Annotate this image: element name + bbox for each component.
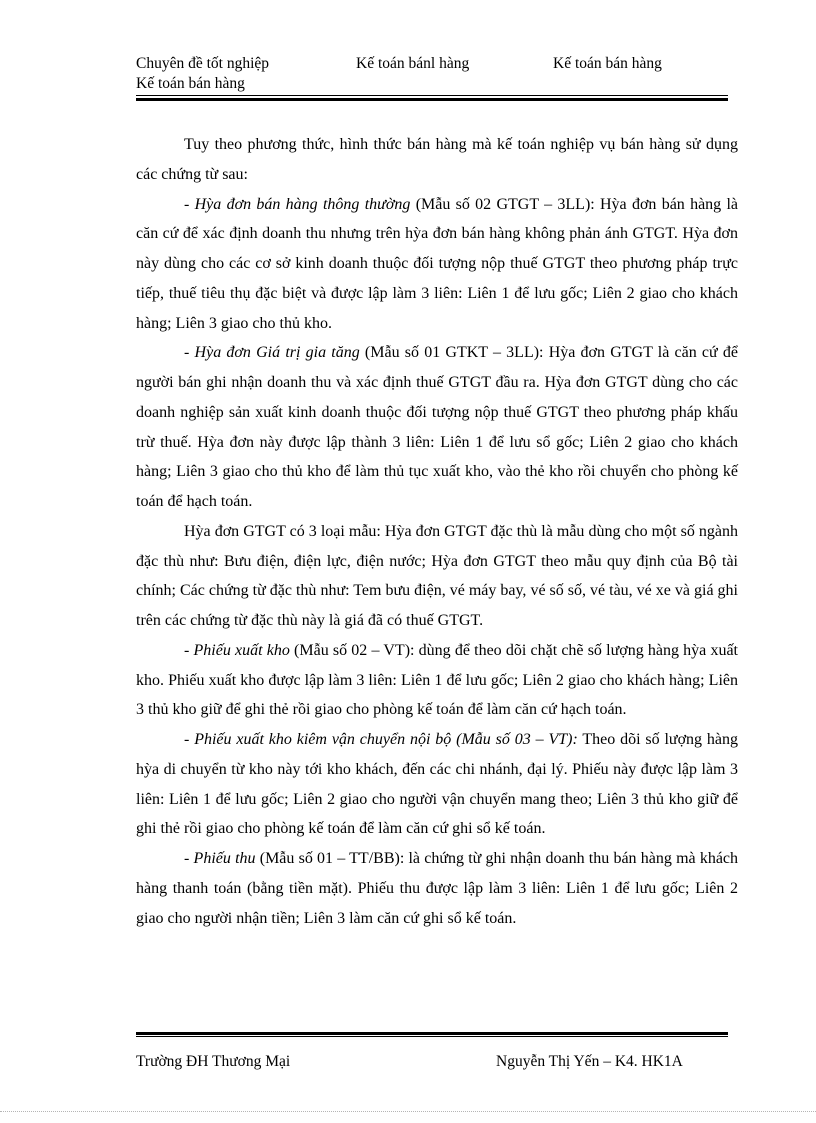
page-bottom-edge (0, 1111, 816, 1112)
footer-rule-thin (136, 1036, 728, 1037)
term-receipt: Phiếu thu (193, 850, 256, 867)
footer-rule-thick (136, 1032, 728, 1035)
paragraph-text: (Mẫu số 01 GTKT – 3LL): Hỳa đơn GTGT là căn cứ để người bán ghi nhận doanh thu và xác định thuế GTGT đầu ra. Hỳa đơn GTGT dùng cho các doanh nghiệp sản xuất kinh doanh thuộc đối tượng nộp thuế GTGT theo phương pháp khấu trừ thuế. Hỳa đơn này được lập thành 3 liên: Liên 1 để lưu sổ gốc; Liên 2 giao cho khách hàng; Liên 3 giao cho thủ kho để làm thủ tục xuất kho, vào thẻ kho rồi chuyển cho phòng kế toán để hạch toán. (136, 344, 739, 510)
header-rule-thick (136, 98, 728, 101)
header-subject: Chuyên đề tốt nghiệp (136, 55, 270, 72)
term-vat-invoice: Hỳa đơn Giá trị gia tăng (194, 344, 360, 362)
header-topic-second-line: Kế toán bán hàng (136, 75, 245, 92)
paragraph-intro (136, 130, 738, 190)
paragraph-text: Hỳa đơn GTGT có 3 loại mẫu: Hỳa đơn GTGT đặc thù là mẫu dùng cho một số ngành đặc thù như: Bưu điện, điện lực, điện nước; Hỳa đơn GTGT theo mẫu quy định của Bộ tài chính; Các chứng từ đặc thù như: Tem bưu điện, vé máy bay, vé số số, vé tàu, vé xe và giá ghi trên các chứng từ đặc thù này là giá đã có thuế GTGT. (136, 522, 738, 629)
term-delivery-note: Phiếu xuất kho (193, 641, 290, 659)
term-internal-transfer: Phiếu xuất kho kiêm vận chuyển nội bộ (Mẫu số 03 – VT): (194, 731, 578, 748)
term-ordinary-invoice: Hỳa đơn bán hàng thông thường (194, 195, 411, 213)
header-topic: Kế toán bánl hàng (356, 55, 470, 72)
paragraph-text: Tuy theo phương thức, hình thức bán hàng mà kế toán nghiệp vụ bán hàng sử dụng các chứng từ sau: (136, 136, 738, 183)
paragraph-ordinary-invoice: - Hỳa đơn bán hàng thông thường (Mẫu số 02 GTGT – 3LL): Hỳa đơn bán hàng là căn cứ để xác định doanh thu nhưng trên hỳa đơn bán hàng không phản ánh GTGT. Hỳa đơn này dùng cho các cơ sở kinh doanh thuộc đối tượng nộp thuế GTGT theo phương pháp trực tiếp, thuế tiêu thụ đặc biệt và được lập làm 3 liên: Liên 1 để lưu gốc; Liên 2 giao cho khách hàng; Liên 3 giao cho thủ kho. (136, 195, 739, 332)
paragraph-vat-types (136, 517, 738, 636)
header-rule-thin (136, 95, 728, 96)
paragraph-receipt: - Phiếu thu (Mẫu số 01 – TT/BB): là chứng từ ghi nhận doanh thu bán hàng mà khách hàng thanh toán (bằng tiền mặt). Phiếu thu được lập làm 3 liên: Liên 1 để lưu gốc; Liên 2 giao cho người nhận tiền; Liên 3 làm căn cứ ghi sổ kế toán. (136, 850, 739, 927)
paragraph-vat-invoice: - Hỳa đơn Giá trị gia tăng (Mẫu số 01 GTKT – 3LL): Hỳa đơn GTGT là căn cứ để người bán ghi nhận doanh thu và xác định thuế GTGT đầu ra. Hỳa đơn GTGT dùng cho các doanh nghiệp sản xuất kinh doanh thuộc đối tượng nộp thuế GTGT theo phương pháp khấu trừ thuế. Hỳa đơn này được lập thành 3 liên: Liên 1 để lưu sổ gốc; Liên 2 giao cho khách hàng; Liên 3 giao cho thủ kho để làm thủ tục xuất kho, vào thẻ kho rồi chuyển cho phòng kế toán để hạch toán. (136, 344, 739, 510)
footer-author: Nguyễn Thị Yến – K4. HK1A (496, 1053, 683, 1070)
header-topic-repeat: Kế toán bán hàng (553, 55, 662, 72)
paragraph-text: (Mẫu số 02 – VT): dùng để theo dõi chặt chẽ số lượng hàng hỳa xuất kho. Phiếu xuất kho được lập làm 3 liên: Liên 1 để lưu gốc; Liên 2 giao cho khách hàng; Liên 3 thủ kho giữ để ghi thẻ rồi giao cho phòng kế toán để làm căn cứ hạch toán. (136, 641, 739, 719)
paragraph-internal-transfer: - Phiếu xuất kho kiêm vận chuyển nội bộ (Mẫu số 03 – VT): Theo dõi số lượng hàng hỳa di chuyển từ kho này tới kho khách, đến các chi nhánh, đại lý. Phiếu này được lập làm 3 liên: Liên 1 để lưu gốc; Liên 2 giao cho người vận chuyển mang theo; Liên 3 thủ kho giữ để ghi thẻ rồi giao cho phòng kế toán để làm căn cứ ghi sổ kế toán. (136, 731, 739, 838)
paragraph-delivery-note: - Phiếu xuất kho (Mẫu số 02 – VT): dùng để theo dõi chặt chẽ số lượng hàng hỳa xuất kho. Phiếu xuất kho được lập làm 3 liên: Liên 1 để lưu gốc; Liên 2 giao cho khách hàng; Liên 3 thủ kho giữ để ghi thẻ rồi giao cho phòng kế toán để làm căn cứ hạch toán. (136, 641, 739, 719)
paragraph-text: (Mẫu số 02 GTGT – 3LL): Hỳa đơn bán hàng là căn cứ để xác định doanh thu nhưng trên hỳa đơn bán hàng không phản ánh GTGT. Hỳa đơn này dùng cho các cơ sở kinh doanh thuộc đối tượng nộp thuế GTGT theo phương pháp trực tiếp, thuế tiêu thụ đặc biệt và được lập làm 3 liên: Liên 1 để lưu gốc; Liên 2 giao cho khách hàng; Liên 3 giao cho thủ kho. (136, 195, 739, 332)
paragraph-text: (Mẫu số 01 – TT/BB): là chứng từ ghi nhận doanh thu bán hàng mà khách hàng thanh toán (bằng tiền mặt). Phiếu thu được lập làm 3 liên: Liên 1 để lưu gốc; Liên 2 giao cho người nhận tiền; Liên 3 làm căn cứ ghi sổ kế toán. (136, 850, 739, 927)
paragraph-text: Theo dõi số lượng hàng hỳa di chuyển từ kho này tới kho khách, đến các chi nhánh, đại lý. Phiếu này được lập làm 3 liên: Liên 1 để lưu gốc; Liên 2 giao cho người vận chuyển mang theo; Liên 3 thủ kho giữ để ghi thẻ rồi giao cho phòng kế toán để làm căn cứ ghi sổ kế toán. (136, 731, 739, 838)
document-body (136, 130, 738, 933)
footer-school: Trường ĐH Thương Mại (136, 1053, 291, 1070)
